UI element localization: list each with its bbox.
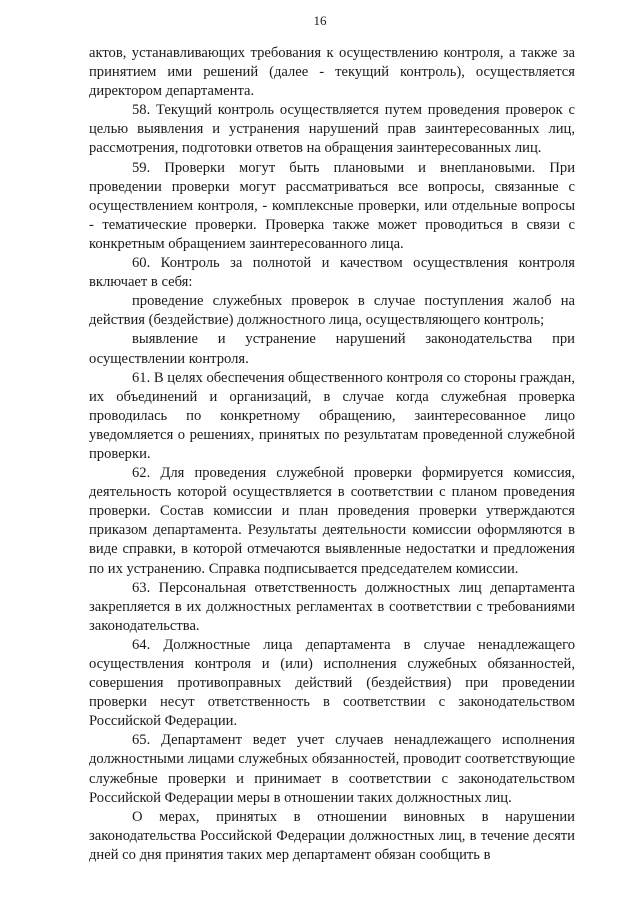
paragraph-65: 65. Департамент ведет учет случаев ненадлежащего исполнения должностными лицами служебных обязанностей, проводит соответствующие служебные проверки и принимает в соответствии с законодательством Российской Федерации меры в отношении таких должностных лиц. xyxy=(89,732,575,806)
paragraph-continuation: актов, устанавливающих требования к осуществлению контроля, а также за принятием ими решений (далее - текущий контроль), осуществляется директором департамента. xyxy=(89,45,575,100)
paragraph-59: 59. Проверки могут быть плановыми и внеплановыми. При проведении проверки могут рассматриваться все вопросы, связанные с осуществлением контроля, - комплексные проверки, или отдельные вопросы - тематические проверки. Проверка также может проводиться в связи с конкретным обращением заинтересованного лица. xyxy=(89,159,575,252)
body-text xyxy=(89,44,575,865)
paragraph-60: 60. Контроль за полнотой и качеством осуществления контроля включает в себя: xyxy=(89,255,575,291)
paragraph-63: 63. Персональная ответственность должностных лиц департамента закрепляется в их должностных регламентах в соответствии с требованиями законодательства. xyxy=(89,579,575,634)
page-number: 16 xyxy=(313,13,327,28)
paragraph-62: 62. Для проведения служебной проверки формируется комиссия, деятельность которой осуществляется в соответствии с планом проведения проверки. Состав комиссии и план проведения проверки утверждаются приказом департамента. Результаты деятельности комиссии оформляются в виде справки, в которой отмечаются выявленные недостатки и предложения по их устранению. Справка подписывается председателем комиссии. xyxy=(89,465,575,577)
paragraph-65-continuation: О мерах, принятых в отношении виновных в нарушении законодательства Российской Федерации должностных лиц, в течение десяти дней со дня принятия таких мер департамент обязан сообщить в xyxy=(89,808,575,863)
paragraph-64: 64. Должностные лица департамента в случае ненадлежащего осуществления контроля и (или) исполнения служебных обязанностей, совершения противоправных действий (бездействия) при проведении проверки несут ответственность в соответствии с законодательством Российской Федерации. xyxy=(89,636,575,730)
paragraph-58: 58. Текущий контроль осуществляется путем проведения проверок с целью выявления и устранения нарушений прав заинтересованных лиц, рассмотрения, подготовки ответов на обращения заинтересованных лиц. xyxy=(89,102,575,157)
paragraph-60-item-2: выявление и устранение нарушений законодательства при осуществлении контроля. xyxy=(89,331,575,367)
paragraph-60-item-1: проведение служебных проверок в случае поступления жалоб на действия (бездействие) должностного лица, осуществляющего контроль; xyxy=(89,293,575,329)
paragraph-61: 61. В целях обеспечения общественного контроля со стороны граждан, их объединений и организаций, в случае когда служебная проверка проводилась по конкретному обращению, заинтересованное лицо уведомляется о решениях, принятых по результатам проведенной служебной проверки. xyxy=(89,369,575,462)
